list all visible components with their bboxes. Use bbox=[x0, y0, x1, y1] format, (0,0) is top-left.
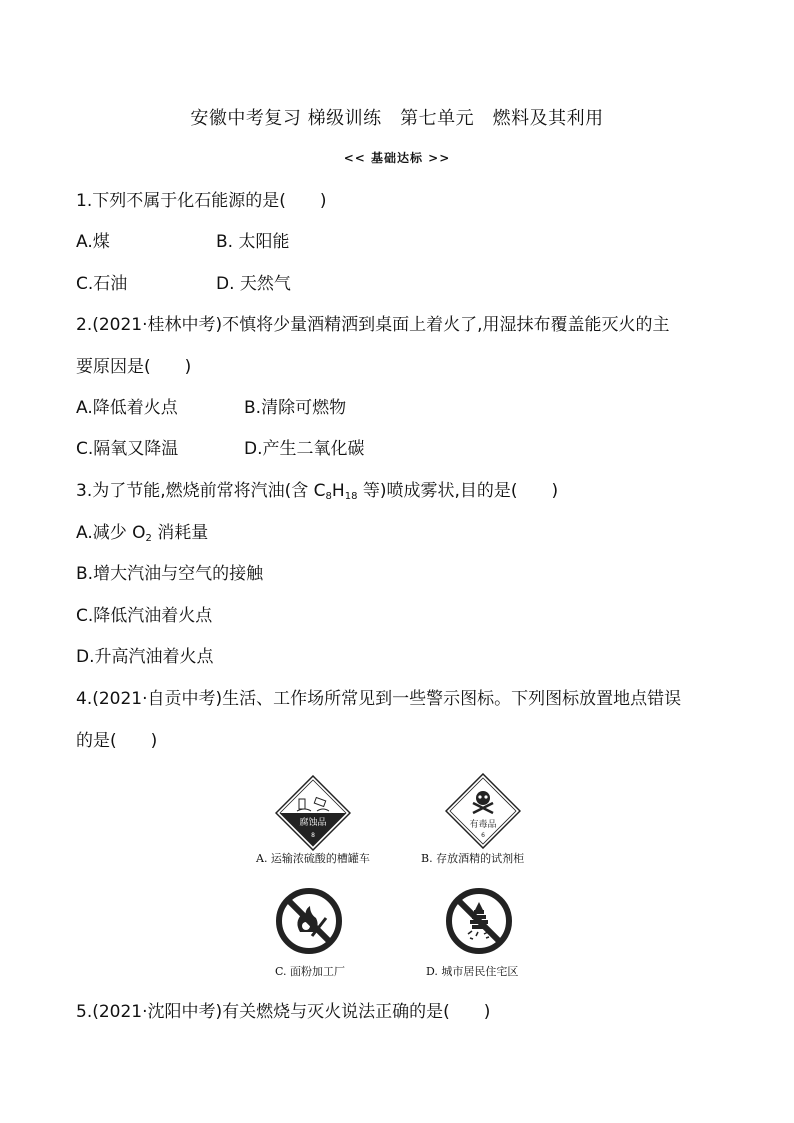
toxic-sign-icon bbox=[445, 773, 521, 849]
corrosive-sign-text: 腐蚀品 bbox=[299, 818, 327, 828]
q2-option-a: A.降低着火点 bbox=[76, 398, 178, 418]
q2-stem-line2: 要原因是( ) bbox=[76, 357, 192, 377]
q2-stem-line1: 2.(2021·桂林中考)不慎将少量酒精洒到桌面上着火了,用湿抹布覆盖能灭火的主 bbox=[76, 315, 670, 335]
no-fireworks-sign-icon bbox=[446, 888, 512, 954]
q3-stem-post: 等)喷成雾状,目的是( ) bbox=[357, 481, 559, 501]
q4-caption-d: D. 城市居民住宅区 bbox=[426, 965, 519, 978]
q1-option-a: A.煤 bbox=[76, 232, 110, 252]
q2-option-b: B.清除可燃物 bbox=[244, 398, 347, 418]
q5-stem: 5.(2021·沈阳中考)有关燃烧与灭火说法正确的是( ) bbox=[76, 1002, 491, 1022]
q2-option-c: C.隔氧又降温 bbox=[76, 439, 179, 459]
q2-option-d: D.产生二氧化碳 bbox=[244, 439, 365, 459]
q3-option-a bbox=[76, 521, 208, 551]
q3-option-b: B.增大汽油与空气的接触 bbox=[76, 564, 264, 584]
q3-a-pre: A.减少 O bbox=[76, 523, 146, 543]
q3-a-post: 消耗量 bbox=[151, 523, 209, 543]
q3-a-sub: 2 bbox=[145, 533, 152, 544]
section-subtitle: << 基础达标 >> bbox=[343, 151, 451, 165]
corrosive-sign-num: 8 bbox=[311, 832, 315, 839]
q4-stem-line2: 的是( ) bbox=[76, 731, 158, 751]
q4-caption-c: C. 面粉加工厂 bbox=[275, 965, 346, 978]
q1-stem: 1.下列不属于化石能源的是( ) bbox=[76, 191, 327, 211]
q3-sub1: 8 bbox=[325, 491, 332, 502]
toxic-sign-text: 有毒品 bbox=[469, 820, 497, 830]
q4-caption-b: B. 存放酒精的试剂柜 bbox=[421, 852, 525, 865]
q3-stem-mid: H bbox=[331, 481, 345, 501]
q3-option-d: D.升高汽油着火点 bbox=[76, 647, 214, 667]
q1-option-d: D. 天然气 bbox=[216, 274, 291, 294]
page-title: 安徽中考复习 梯级训练 第七单元 燃料及其利用 bbox=[190, 108, 604, 129]
q1-option-c: C.石油 bbox=[76, 274, 128, 294]
q4-caption-a: A. 运输浓硫酸的槽罐车 bbox=[256, 852, 370, 865]
q3-option-c: C.降低汽油着火点 bbox=[76, 606, 213, 626]
q3-stem bbox=[76, 479, 558, 509]
q4-stem-line1: 4.(2021·自贡中考)生活、工作场所常见到一些警示图标。下列图标放置地点错误 bbox=[76, 689, 682, 709]
corrosive-sign-icon bbox=[275, 775, 351, 851]
toxic-sign-num: 6 bbox=[481, 832, 485, 839]
q1-option-b: B. 太阳能 bbox=[216, 232, 290, 252]
q3-stem-pre: 3.为了节能,燃烧前常将汽油(含 C bbox=[76, 481, 326, 501]
q3-sub2: 18 bbox=[344, 491, 358, 502]
no-fire-sign-icon bbox=[276, 888, 342, 954]
